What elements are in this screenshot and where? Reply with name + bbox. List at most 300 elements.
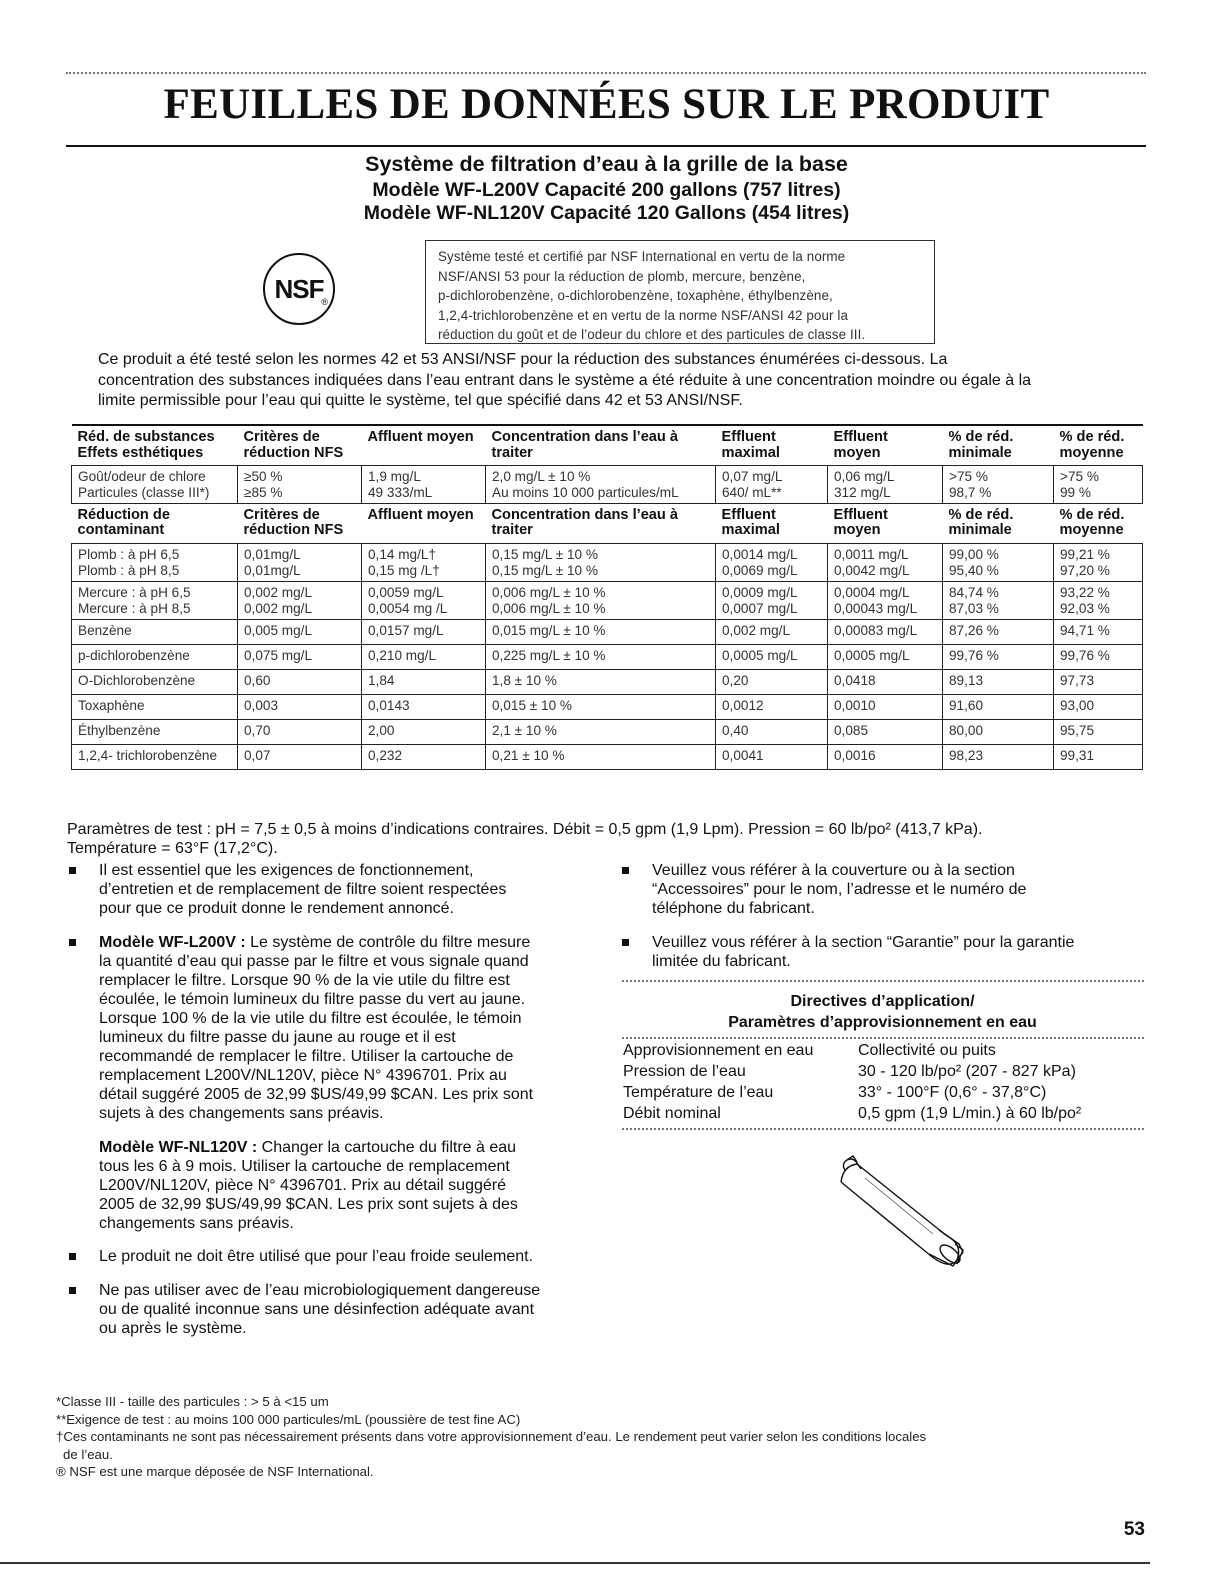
table-cell [1054, 669, 1143, 694]
table-cell [716, 744, 828, 769]
table-cell [362, 465, 486, 503]
cell-text: 0,0041 [722, 747, 764, 763]
header-text: traiter [491, 444, 533, 461]
bullet-line: ou après le système. [99, 1320, 247, 1337]
cell-text: 0,002 mg/L [722, 622, 791, 638]
cell-text: 640/ mL** [722, 484, 782, 500]
table-cell [486, 543, 716, 581]
bullet-line: limitée du fabricant. [652, 953, 791, 970]
table-cell [362, 543, 486, 581]
bullet-line: Veuillez vous référer à la couverture ou à la section [652, 862, 1015, 879]
table-cell [943, 694, 1054, 719]
table-cell [716, 581, 828, 619]
bullet-line: lumineux du filtre passe du jaune au rouge et il est [99, 1029, 456, 1046]
table-cell [362, 581, 486, 619]
directives-row [623, 1103, 1081, 1124]
bullet-line: Il est essentiel que les exigences de fonctionnement, [99, 862, 474, 879]
cell-text: 0,0005 mg/L [722, 647, 798, 663]
table-cell [716, 619, 828, 644]
table-cell [828, 543, 943, 581]
table-header-cell [72, 425, 238, 465]
cell-text: 0,0059 mg/L [368, 584, 444, 600]
header-text: Critères de [243, 506, 320, 523]
table-cell [238, 694, 362, 719]
table-cell [238, 619, 362, 644]
model-label: Modèle WF-L200V : [99, 934, 246, 951]
system-title: Système de filtration d’eau à la grille de la base [365, 152, 848, 176]
cell-text: 0,20 [722, 672, 749, 688]
certification-box [425, 240, 935, 344]
table-cell [943, 744, 1054, 769]
performance-data-table [71, 424, 1143, 770]
cell-text: 0,0005 mg/L [834, 647, 910, 663]
table-cell [1054, 744, 1143, 769]
table-cell [943, 644, 1054, 669]
nsf-logo [263, 253, 335, 325]
header-text: moyenne [1059, 444, 1124, 461]
table-row [72, 543, 1143, 581]
table-cell [72, 543, 238, 581]
intro-line: concentration des substances indiquées dans l’eau entrant dans le système a été réduite à une concentration moindre ou égale à la [98, 371, 1032, 389]
bullet-square-icon [622, 939, 629, 946]
table-cell [1054, 543, 1143, 581]
cell-text: 99,76 % [1060, 647, 1110, 663]
bullet-line: Ne pas utiliser avec de l’eau microbiologiquement dangereuse [99, 1282, 541, 1299]
model-l200v-title: Modèle WF-L200V Capacité 200 gallons (757 litres) [372, 179, 841, 201]
cell-text: 97,73 [1060, 672, 1095, 688]
cell-text: 92,03 % [1060, 600, 1110, 616]
cell-text: 91,60 [949, 697, 984, 713]
cell-text: 0,15 mg/L ± 10 % [492, 562, 598, 578]
table-cell [943, 719, 1054, 744]
cell-text: 49 333/mL [368, 484, 433, 500]
table-row [72, 719, 1143, 744]
bullet-cold-water [67, 1247, 597, 1266]
bullet-line: Lorsque 100 % de la vie utile du filtre est écoulée, le témoin [99, 1010, 522, 1027]
footnotes [56, 1393, 926, 1481]
table-cell [238, 644, 362, 669]
bullet-square-icon [69, 939, 76, 946]
bullet-unsafe-water [67, 1281, 597, 1338]
table-cell [238, 744, 362, 769]
table-header-cell [828, 503, 943, 543]
header-text: Concentration dans l’eau à [491, 429, 679, 445]
header-text: Effluent [721, 506, 776, 523]
cell-text: 0,0009 mg/L [722, 584, 798, 600]
bullet-model-l200v [67, 933, 597, 1123]
cell-text: 95,75 [1060, 722, 1095, 738]
table-cell [1054, 694, 1143, 719]
table-cell [238, 719, 362, 744]
table-cell [486, 465, 716, 503]
cell-text: 0,15 mg/L ± 10 % [492, 546, 598, 562]
cell-text: 0,0418 [834, 672, 876, 688]
table-header-cell [943, 503, 1054, 543]
table-cell [716, 669, 828, 694]
bullet-manufacturer [620, 861, 1150, 918]
table-cell [943, 669, 1054, 694]
cell-text: 0,015 ± 10 % [492, 697, 573, 713]
table-cell [362, 644, 486, 669]
cell-text: Toxaphène [78, 697, 145, 713]
intro-line: limite permissible pour l’eau qui quitte le système, tel que spécifié dans 42 et 53 ANSI/NSF. [98, 392, 743, 409]
table-row [72, 744, 1143, 769]
bullet-line: “Accessoires” pour le nom, l’adresse et le numéro de [652, 881, 1027, 898]
left-column [67, 861, 597, 1353]
bullet-line: L200V/NL120V, pièce N° 4396701. Prix au détail suggéré [99, 1177, 506, 1194]
cell-text: 2,0 mg/L ± 10 % [492, 468, 591, 484]
cell-text: 99,76 % [949, 647, 999, 663]
filter-cartridge-illustration [835, 1148, 985, 1273]
cell-text: 0,15 mg /L† [368, 562, 440, 578]
table-cell [828, 669, 943, 694]
cell-text: 0,232 [368, 747, 403, 763]
cell-text: 312 mg/L [834, 484, 891, 500]
bullet-line: la quantité d’eau qui passe par le filtre et vous signale quand [99, 953, 529, 970]
directive-value: 30 - 120 lb/po² (207 - 827 kPa) [858, 1063, 1076, 1080]
table-cell [716, 694, 828, 719]
header-text: moyen [833, 522, 881, 538]
table-cell [486, 619, 716, 644]
table-row [72, 644, 1143, 669]
cell-text: 84,74 % [949, 584, 999, 600]
bullet-line: recommandé de remplacer le filtre. Utiliser la cartouche de [99, 1048, 514, 1065]
directive-value: Collectivité ou puits [858, 1042, 996, 1059]
bullet-line: écoulée, le témoin lumineux du filtre passe du vert au jaune. [99, 991, 526, 1008]
header-text: réduction NFS [243, 444, 344, 461]
header-text: % de réd. [1059, 506, 1125, 523]
table-row [72, 581, 1143, 619]
header-text: Effets esthétiques [77, 444, 204, 461]
directives-top-rule [622, 980, 1144, 982]
cell-text: 0,005 mg/L [244, 622, 313, 638]
bullet-line: tous les 6 à 9 mois. Utiliser la cartouche de remplacement [99, 1158, 510, 1175]
params-line: Paramètres de test : pH = 7,5 ± 0,5 à moins d’indications contraires. Débit = 0,5 gpm (1,9 Lpm). Pression = 60 lb/po² (413,7 kPa). [67, 821, 983, 838]
table-cell [943, 465, 1054, 503]
cell-text: 0,0010 [834, 697, 876, 713]
model-nl120v-title: Modèle WF-NL120V Capacité 120 Gallons (454 litres) [363, 202, 850, 224]
table-header-cell [238, 425, 362, 465]
cell-text: 89,13 [949, 672, 984, 688]
table-header-cell [362, 425, 486, 465]
table-cell [828, 619, 943, 644]
table-cell [72, 669, 238, 694]
cell-text: 0,0042 mg/L [834, 562, 910, 578]
directives-bottom-rule [622, 1128, 1144, 1130]
bullet-line: ou de qualité inconnue sans une désinfection adéquate avant [99, 1301, 535, 1318]
table-cell [828, 694, 943, 719]
directive-key: Débit nominal [623, 1105, 721, 1122]
cell-text: 0,085 [834, 722, 869, 738]
cell-text: 0,0011 mg/L [834, 546, 909, 562]
table-row [72, 465, 1143, 503]
table-header-cell [828, 425, 943, 465]
cell-text: 1,84 [368, 672, 395, 688]
cell-text: >75 % [1060, 468, 1099, 484]
table-cell [72, 744, 238, 769]
footnote: **Exigence de test : au moins 100 000 particules/mL (poussière de test fine AC) [56, 1411, 521, 1427]
table-cell [72, 581, 238, 619]
cell-text: ≥85 % [244, 484, 283, 500]
cell-text: 80,00 [949, 722, 984, 738]
bullet-line: détail suggéré 2005 de 32,99 $US/49,99 $CAN. Les prix sont [99, 1086, 534, 1103]
cell-text: 93,00 [1060, 697, 1095, 713]
directive-key: Température de l’eau [623, 1084, 774, 1101]
header-text: Effluent [833, 429, 888, 445]
bullet-square-icon [69, 1253, 76, 1260]
cell-text: 99 % [1060, 484, 1091, 500]
cert-line: 1,2,4-trichlorobenzène et en vertu de la norme NSF/ANSI 42 pour la [438, 307, 849, 323]
table-cell [72, 644, 238, 669]
header-text: traiter [491, 522, 533, 538]
cell-text: 0,0157 mg/L [368, 622, 444, 638]
bullet-line: téléphone du fabricant. [652, 900, 815, 917]
bullet-line: d’entretien et de remplacement de filtre soient respectées [99, 881, 507, 898]
cell-text: 99,31 [1060, 747, 1095, 763]
bullet-line: remplacement L200V/NL120V, pièce N° 4396701. Prix au [99, 1067, 507, 1084]
directives-row [623, 1040, 1081, 1061]
cell-text: ≥50 % [244, 468, 283, 484]
cell-text: 0,0004 mg/L [834, 584, 910, 600]
header-text: Réduction de [77, 506, 170, 523]
header-text: Concentration dans l’eau à [491, 506, 679, 523]
table-cell [828, 719, 943, 744]
cell-text: 2,00 [368, 722, 395, 738]
header-text: maximal [721, 522, 780, 538]
cell-text: 87,03 % [949, 600, 999, 616]
cell-text: 0,0007 mg/L [722, 600, 798, 616]
table-header-cell [72, 503, 238, 543]
cell-text: 0,0143 [368, 697, 410, 713]
cell-text: 0,60 [244, 672, 271, 688]
bullet-square-icon [69, 1287, 76, 1294]
table-cell [716, 465, 828, 503]
directive-value: 33° - 100°F (0,6° - 37,8°C) [858, 1084, 1047, 1101]
directives-mid-rule [622, 1037, 1144, 1039]
bullet-square-icon [69, 867, 76, 874]
cell-text: 0,0054 mg /L [368, 600, 448, 616]
header-text: % de réd. [1059, 429, 1125, 445]
paragraph-model-nl120v [67, 1138, 597, 1233]
table-cell [486, 644, 716, 669]
footnote: de l’eau. [63, 1446, 113, 1462]
header-text: Affluent moyen [367, 506, 474, 523]
table-cell [362, 619, 486, 644]
directives-title: Directives d’application/ [790, 993, 975, 1010]
header-text: minimale [948, 522, 1012, 538]
table-cell [828, 465, 943, 503]
table-cell [716, 644, 828, 669]
cell-text: Benzène [78, 622, 132, 638]
table-cell [943, 619, 1054, 644]
table-cell [486, 719, 716, 744]
header-text: Effluent [721, 429, 776, 445]
footnote: ® NSF est une marque déposée de NSF International. [56, 1464, 374, 1479]
cell-text: 0,0014 mg/L [722, 546, 798, 562]
cell-text: O-Dichlorobenzène [78, 672, 196, 688]
directive-value: 0,5 gpm (1,9 L/min.) à 60 lb/po² [858, 1105, 1082, 1122]
cell-text: 1,8 ± 10 % [492, 672, 557, 688]
cell-text: 0,006 mg/L ± 10 % [492, 600, 606, 616]
cell-text: 98,7 % [949, 484, 992, 500]
table-cell [716, 719, 828, 744]
bullet-line: Changer la cartouche du filtre à eau [257, 1139, 517, 1156]
table-cell [828, 644, 943, 669]
table-header-cell [943, 425, 1054, 465]
cell-text: 98,23 [949, 747, 984, 763]
cell-text: 0,07 [244, 747, 271, 763]
bullet-line: sujets à des changements sans préavis. [99, 1105, 384, 1122]
table-header-cell [486, 503, 716, 543]
cell-text: 0,07 mg/L [722, 468, 783, 484]
footnote: *Classe III - taille des particules : > 5 à <15 um [56, 1394, 329, 1409]
cell-text: 1,2,4- trichlorobenzène [78, 747, 218, 763]
cert-line: p-dichlorobenzène, o-dichlorobenzène, toxaphène, éthylbenzène, [438, 288, 833, 304]
table-row [72, 669, 1143, 694]
table-header-cell [1054, 425, 1143, 465]
cell-text: 0,70 [244, 722, 271, 738]
cell-text: 0,003 [244, 697, 279, 713]
cert-line: Système testé et certifié par NSF International en vertu de la norme [438, 249, 846, 264]
table-header-cell [238, 503, 362, 543]
table-cell [828, 581, 943, 619]
bullet-line: remplacer le filtre. Lorsque 90 % de la vie utile du filtre est [99, 972, 510, 989]
directives-row [623, 1082, 1081, 1103]
table-cell [486, 581, 716, 619]
cell-text: 0,210 mg/L [368, 647, 437, 663]
nsf-logo-text: NSF [274, 273, 324, 304]
cert-line: réduction du goût et de l’odeur du chlore et des particules de classe III. [438, 327, 866, 343]
bullet-requirements [67, 861, 597, 918]
cert-line: NSF/ANSI 53 pour la réduction de plomb, mercure, benzène, [438, 268, 806, 284]
header-text: maximal [721, 444, 780, 461]
table-cell [72, 719, 238, 744]
bullet-warranty [620, 933, 1150, 971]
params-line: Température = 63°F (17,2°C). [67, 840, 278, 857]
table-cell [943, 581, 1054, 619]
table-row [72, 619, 1143, 644]
table-cell [486, 744, 716, 769]
right-column [620, 861, 1150, 986]
cell-text: 0,00083 mg/L [834, 622, 918, 638]
directives-table [623, 1040, 1081, 1124]
cell-text: Plomb : à pH 6,5 [78, 546, 180, 562]
cell-text: 0,06 mg/L [834, 468, 895, 484]
cell-text: 1,9 mg/L [368, 468, 421, 484]
header-text: moyen [833, 444, 881, 461]
intro-line: Ce produit a été testé selon les normes 42 et 53 ANSI/NSF pour la réduction des substances énumérées ci-dessous. La [98, 351, 948, 368]
directive-key: Pression de l’eau [623, 1063, 746, 1080]
model-label: Modèle WF-NL120V : [99, 1139, 258, 1156]
table-header-row [72, 503, 1143, 543]
header-text: minimale [948, 444, 1012, 461]
cell-text: >75 % [949, 468, 988, 484]
bottom-rule [0, 1562, 1150, 1564]
bullet-line: 2005 de 32,99 $US/49,99 $CAN. Les prix sont sujets à des [99, 1196, 518, 1213]
cell-text: 0,01mg/L [244, 562, 301, 578]
table-cell [1054, 581, 1143, 619]
page-title: FEUILLES DE DONNÉES SUR LE PRODUIT [163, 81, 1050, 128]
cell-text: 99,00 % [949, 546, 999, 562]
cell-text: 0,0012 [722, 697, 764, 713]
table-header-cell [716, 503, 828, 543]
cell-text: p-dichlorobenzène [78, 647, 190, 663]
header-text: moyenne [1059, 522, 1124, 538]
cell-text: Éthylbenzène [78, 722, 161, 738]
cell-text: 0,14 mg/L† [368, 546, 437, 562]
table-header-cell [486, 425, 716, 465]
table-cell [72, 694, 238, 719]
title-rule [66, 145, 1146, 147]
cell-text: 93,22 % [1060, 584, 1110, 600]
table-cell [486, 694, 716, 719]
table-cell [1054, 719, 1143, 744]
cell-text: 97,20 % [1060, 562, 1110, 578]
directives-row [623, 1061, 1081, 1082]
header-text: réduction NFS [243, 522, 344, 538]
header-text: Critères de [243, 429, 320, 445]
cell-text: 0,015 mg/L ± 10 % [492, 622, 606, 638]
table-cell [1054, 644, 1143, 669]
cell-text: 94,71 % [1060, 622, 1110, 638]
header-text: contaminant [77, 522, 165, 538]
table-cell [238, 465, 362, 503]
top-dotted-rule [66, 72, 1146, 74]
cell-text: 99,21 % [1060, 546, 1110, 562]
directive-key: Approvisionnement en eau [623, 1042, 814, 1059]
table-cell [238, 581, 362, 619]
cell-text: 0,00043 mg/L [834, 600, 918, 616]
cell-text: 0,0016 [834, 747, 876, 763]
header-text: Affluent moyen [367, 429, 474, 445]
cell-text: 0,002 mg/L [244, 584, 313, 600]
header-text: % de réd. [948, 506, 1014, 523]
footnote: †Ces contaminants ne sont pas nécessairement présents dans votre approvisionnement d’eau. Le rendement peut varier selon les conditions locales [56, 1429, 927, 1444]
table-cell [362, 694, 486, 719]
table-header-cell [362, 503, 486, 543]
cell-text: 0,21 ± 10 % [492, 747, 565, 763]
intro-paragraph [98, 350, 1158, 412]
directives-subtitle: Paramètres d’approvisionnement en eau [728, 1014, 1037, 1031]
bullet-line: Le système de contrôle du filtre mesure [245, 934, 531, 951]
cell-text: Au moins 10 000 particules/mL [492, 484, 679, 500]
cell-text: 2,1 ± 10 % [492, 722, 557, 738]
table-cell [1054, 465, 1143, 503]
table-row [72, 694, 1143, 719]
table-cell [828, 744, 943, 769]
table-header-cell [1054, 503, 1143, 543]
cell-text: 95,40 % [949, 562, 999, 578]
table-cell [486, 669, 716, 694]
registered-mark: ® [321, 297, 327, 307]
header-text: % de réd. [948, 429, 1014, 445]
table-cell [943, 543, 1054, 581]
table-cell [362, 719, 486, 744]
bullet-line: Le produit ne doit être utilisé que pour l’eau froide seulement. [99, 1248, 534, 1265]
header-text: Effluent [833, 506, 888, 523]
table-header-row [72, 425, 1143, 465]
table-cell [238, 543, 362, 581]
bullet-line: pour que ce produit donne le rendement annoncé. [99, 900, 454, 917]
cell-text: Mercure : à pH 6,5 [78, 584, 191, 600]
bullet-line: changements sans préavis. [99, 1215, 294, 1232]
cell-text: 0,002 mg/L [244, 600, 313, 616]
table-header-cell [716, 425, 828, 465]
cell-text: 0,225 mg/L ± 10 % [492, 647, 606, 663]
cell-text: Mercure : à pH 8,5 [78, 600, 191, 616]
bullet-line: Veuillez vous référer à la section “Garantie” pour la garantie [652, 934, 1075, 951]
cell-text: Goût/odeur de chlore [78, 468, 206, 484]
